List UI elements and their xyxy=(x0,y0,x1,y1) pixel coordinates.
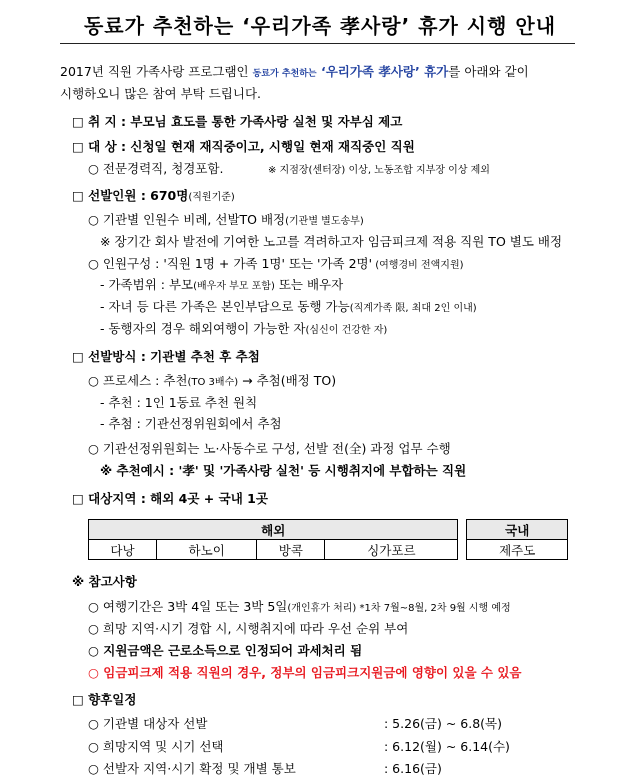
notes-line-1 xyxy=(88,599,511,617)
method-text-1b: → 추첨(배정 TO) xyxy=(238,373,337,388)
selection-line-5 xyxy=(100,299,477,317)
method-line-3: - 추첨 : 기관선정위원회에서 추첨 xyxy=(100,416,282,431)
section-purpose: □ 취 지 : 부모님 효도를 통한 가족사랑 실천 및 자부심 제고 xyxy=(72,114,403,129)
selection-text-3: ○ 인원구성 : '직원 1명 + 가족 1명' 또는 '가족 2명' xyxy=(88,256,373,271)
schedule-item-date: : 6.12(월) ~ 6.14(수) xyxy=(384,739,510,754)
intro-small-label: 동료가 추천하는 xyxy=(252,69,317,79)
target-sub: ○ 전문경력직, 청경포함. xyxy=(88,161,224,176)
region-table xyxy=(88,519,568,560)
notes-line-4-warning: ○ 임금피크제 적용 직원의 경우, 정부의 임금피크지원금에 영향이 있을 수 있음 xyxy=(88,665,522,680)
selection-line-1 xyxy=(88,212,364,230)
section-region: □ 대상지역 : 해외 4곳 + 국내 1곳 xyxy=(72,491,268,506)
selection-line-3 xyxy=(88,256,464,274)
notes-line-2: ○ 희망 지역·시기 경합 시, 시행취지에 따라 우선 순위 부여 xyxy=(88,621,409,636)
region-table-gap xyxy=(458,540,467,560)
schedule-item-label: ○ 희망지역 및 시기 선택 xyxy=(88,739,224,754)
section-selection xyxy=(72,188,235,206)
notes-text-1: ○ 여행기간은 3박 4일 또는 3박 5일 xyxy=(88,599,288,614)
selection-note-1: (기관별 별도송부) xyxy=(285,216,364,227)
selection-note-4: (배우자 부모 포함) xyxy=(193,281,275,292)
method-note-1: (TO 3배수) xyxy=(187,377,239,388)
intro-line-2: 시행하오니 많은 참여 부탁 드립니다. xyxy=(60,86,261,101)
selection-text-5: - 자녀 등 다른 가족은 본인부담으로 동행 가능 xyxy=(100,299,350,314)
region-cell: 하노이 xyxy=(156,540,257,560)
selection-line-2: ※ 장기간 회사 발전에 기여한 노고를 격려하고자 임금피크제 적용 직원 TO 별도 배정 xyxy=(100,234,563,249)
notes-line-3: ○ 지원금액은 근로소득으로 인정되어 과세처리 됨 xyxy=(88,643,363,658)
overseas-header: 해외 xyxy=(89,520,458,540)
selection-text-4a: - 가족범위 : 부모 xyxy=(100,277,194,292)
intro-text-a: 2017년 직원 가족사랑 프로그램인 xyxy=(60,64,253,79)
region-cell: 싱가포르 xyxy=(325,540,458,560)
selection-head: □ 선발인원 : 670명 xyxy=(72,188,189,203)
selection-line-4 xyxy=(100,277,343,295)
method-line-5: ※ 추천예시 : '孝' 및 '가족사랑 실천' 등 시행취지에 부합하는 직원 xyxy=(100,463,467,478)
domestic-header: 국내 xyxy=(467,520,568,540)
region-cell: 방콕 xyxy=(257,540,325,560)
method-line-2: - 추천 : 1인 1동료 추천 원칙 xyxy=(100,395,258,410)
page-title: 동료가 추천하는 ‘우리가족 孝사랑’ 휴가 시행 안내 xyxy=(83,14,557,38)
method-line-1 xyxy=(88,373,336,391)
title-divider xyxy=(60,43,575,44)
target-note: ※ 지점장(센터장) 이상, 노동조합 지부장 이상 제외 xyxy=(268,165,490,176)
region-table-gap xyxy=(458,520,467,540)
method-line-4: ○ 기관선정위원회는 노·사동수로 구성, 선발 전(全) 과정 업무 수행 xyxy=(88,441,451,456)
selection-note-3: (여행경비 전액지원) xyxy=(372,260,464,271)
method-text-1a: ○ 프로세스 : 추천 xyxy=(88,373,188,388)
schedule-item-date: : 5.26(금) ~ 6.8(목) xyxy=(384,716,502,731)
intro-text-b: 를 아래와 같이 xyxy=(448,64,529,79)
region-cell: 다낭 xyxy=(89,540,157,560)
selection-text-4b: 또는 배우자 xyxy=(274,277,344,292)
schedule-item-date: : 6.16(금) xyxy=(384,761,442,776)
section-method: □ 선발방식 : 기관별 추천 후 추첨 xyxy=(72,349,260,364)
schedule-item-label: ○ 선발자 지역·시기 확정 및 개별 통보 xyxy=(88,761,296,776)
schedule-item-label: ○ 기관별 대상자 선발 xyxy=(88,716,208,731)
selection-note-6: (심신이 건강한 자) xyxy=(305,325,388,336)
section-schedule: □ 향후일정 xyxy=(72,692,137,707)
selection-head-note: (직원기준) xyxy=(188,192,235,203)
section-target: □ 대 상 : 신청일 현재 재직중이고, 시행일 현재 재직중인 직원 xyxy=(72,139,415,154)
selection-text-1: ○ 기관별 인원수 비례, 선발TO 배정 xyxy=(88,212,286,227)
region-cell: 제주도 xyxy=(467,540,568,560)
selection-text-6: - 동행자의 경우 해외여행이 가능한 자 xyxy=(100,321,306,336)
selection-note-5: (직계가족 限, 최대 2인 이내) xyxy=(349,303,477,314)
selection-line-6 xyxy=(100,321,387,339)
intro-program-name: ‘우리가족 孝사랑’ 휴가 xyxy=(316,64,449,79)
notes-note-1: (개인휴가 처리) *1차 7월~8월, 2차 9월 시행 예정 xyxy=(287,603,511,614)
section-notes: ※ 참고사항 xyxy=(72,574,137,589)
intro-line-1 xyxy=(60,64,529,82)
